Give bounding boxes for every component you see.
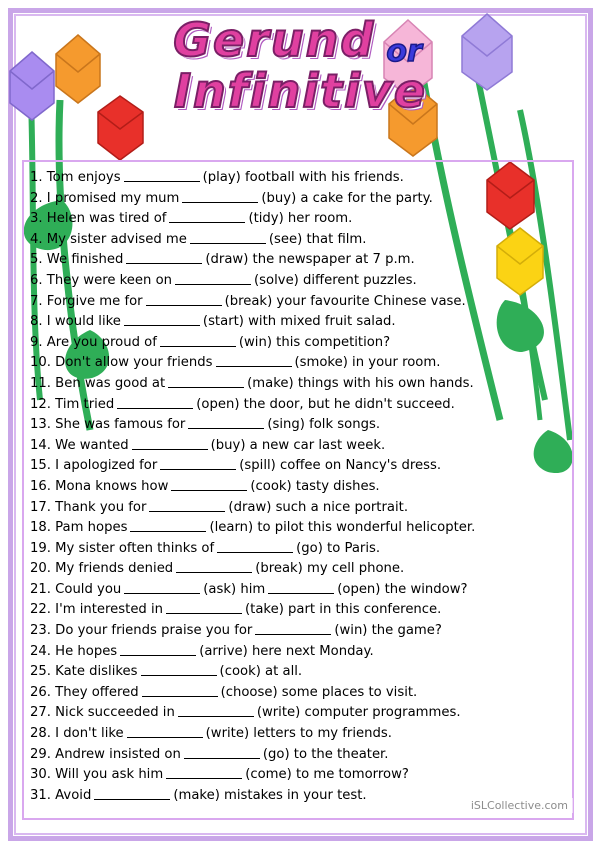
exercise-item	[30, 415, 575, 436]
item-text-before-blank: Helen was tired of	[42, 211, 167, 227]
watermark: iSLCollective.com	[466, 798, 573, 813]
item-text-after-blank: (draw) such a nice portrait.	[228, 499, 409, 515]
item-text-after-blank: (make) things with his own hands.	[247, 375, 474, 391]
item-text-before-blank: Mona knows how	[50, 478, 169, 494]
answer-blank[interactable]	[184, 746, 260, 759]
answer-blank[interactable]	[160, 334, 236, 347]
item-text-before-blank: Don't allow your friends	[50, 355, 213, 371]
item-number: 31.	[30, 787, 51, 803]
item-number: 3.	[30, 211, 43, 227]
item-text-after-blank: (solve) different puzzles.	[254, 272, 417, 288]
item-number: 13.	[30, 417, 51, 433]
item-number: 15.	[30, 458, 51, 474]
exercise-item	[30, 662, 575, 683]
item-text-after-blank: (cook) tasty dishes.	[250, 478, 380, 494]
exercise-item	[30, 395, 575, 416]
item-number: 8.	[30, 314, 43, 330]
answer-blank[interactable]	[182, 190, 258, 203]
answer-blank[interactable]	[255, 622, 331, 635]
exercise-item	[30, 374, 575, 395]
answer-blank[interactable]	[217, 540, 293, 553]
item-text-after-blank: (spill) coffee on Nancy's dress.	[239, 458, 442, 474]
exercise-item	[30, 642, 575, 663]
item-number: 29.	[30, 746, 51, 762]
item-number: 26.	[30, 684, 51, 700]
item-text-tail: (open) the window?	[337, 581, 468, 597]
answer-blank[interactable]	[169, 210, 245, 223]
item-text-before-blank: Ben was good at	[50, 375, 166, 391]
exercise-item	[30, 168, 575, 189]
item-text-before-blank: They were keen on	[42, 272, 173, 288]
item-text-before-blank: He hopes	[50, 643, 118, 659]
tulip-purple-top	[462, 14, 512, 90]
item-text-before-blank: Tom enjoys	[42, 170, 121, 185]
item-text-before-blank: I apologized for	[50, 458, 158, 474]
item-text-after-blank: (go) to Paris.	[296, 540, 381, 556]
answer-blank[interactable]	[94, 787, 170, 800]
exercise-item	[30, 353, 575, 374]
item-text-before-blank: Avoid	[50, 787, 92, 803]
item-number: 23.	[30, 623, 51, 639]
item-number: 19.	[30, 540, 51, 556]
exercise-item	[30, 498, 575, 519]
exercise-item	[30, 312, 575, 333]
item-number: 12.	[30, 396, 51, 412]
item-text-after-blank: (smoke) in your room.	[294, 355, 441, 371]
item-text-before-blank: Nick succeeded in	[50, 705, 175, 721]
exercise-item	[30, 559, 575, 580]
exercise-item	[30, 600, 575, 621]
item-text-before-blank: I promised my mum	[42, 190, 180, 206]
item-number: 30.	[30, 767, 51, 783]
answer-blank[interactable]	[190, 231, 266, 244]
exercise-item	[30, 250, 575, 271]
item-number: 22.	[30, 602, 51, 618]
item-number: 11.	[30, 375, 51, 391]
exercise-item	[30, 209, 575, 230]
tulip-orange-right	[389, 84, 437, 156]
item-text-before-blank: We wanted	[50, 437, 129, 453]
exercise-item	[30, 230, 575, 251]
item-text-before-blank: My friends denied	[50, 561, 174, 577]
exercise-list	[30, 168, 575, 806]
answer-blank[interactable]	[132, 437, 208, 450]
item-text-after-blank: (take) part in this conference.	[245, 602, 442, 618]
answer-blank[interactable]	[166, 601, 242, 614]
item-text-after-blank: (buy) a cake for the party.	[261, 190, 433, 206]
exercise-item	[30, 765, 575, 786]
answer-blank[interactable]	[178, 704, 254, 717]
item-text-after-blank: (write) computer programmes.	[256, 705, 461, 721]
item-number: 21.	[30, 581, 51, 597]
answer-blank[interactable]	[126, 251, 202, 264]
answer-blank[interactable]	[175, 272, 251, 285]
exercise-item	[30, 580, 575, 601]
answer-blank[interactable]	[124, 581, 200, 594]
answer-blank[interactable]	[216, 354, 292, 367]
item-text-after-blank: (learn) to pilot this wonderful helicopter.	[209, 520, 476, 536]
tulip-purple-left	[10, 52, 54, 120]
item-text-before-blank: I would like	[42, 314, 121, 330]
item-text-after-blank: (come) to me tomorrow?	[245, 767, 409, 783]
item-text-before-blank: I'm interested in	[50, 602, 164, 618]
item-text-after-blank: (win) this competition?	[238, 334, 391, 350]
item-text-before-blank: Do your friends praise you for	[50, 623, 253, 639]
exercise-item	[30, 683, 575, 704]
item-number: 17.	[30, 499, 51, 515]
item-text-before-blank: My sister advised me	[42, 231, 187, 247]
tulip-orange-upper-left	[56, 35, 100, 103]
item-text-after-blank: (ask) him	[203, 581, 266, 597]
exercise-item	[30, 518, 575, 539]
exercise-item	[30, 271, 575, 292]
answer-blank[interactable]	[149, 499, 225, 512]
item-text-before-blank: Are you proud of	[42, 334, 157, 350]
title-conjunction: or	[386, 34, 422, 69]
item-number: 14.	[30, 437, 51, 453]
item-text-after-blank: (choose) some places to visit.	[220, 684, 418, 700]
item-text-after-blank: (draw) the newspaper at 7 p.m.	[205, 252, 415, 268]
item-text-before-blank: They offered	[50, 684, 139, 700]
item-number: 24.	[30, 643, 51, 659]
item-number: 20.	[30, 561, 51, 577]
item-text-before-blank: She was famous for	[50, 417, 186, 433]
answer-blank[interactable]	[168, 375, 244, 388]
answer-blank[interactable]	[146, 293, 222, 306]
item-text-after-blank: (write) letters to my friends.	[205, 726, 392, 742]
item-text-after-blank: (arrive) here next Monday.	[199, 643, 374, 659]
item-text-before-blank: Kate dislikes	[50, 664, 138, 680]
item-text-after-blank: (play) football with his friends.	[202, 170, 404, 185]
answer-blank[interactable]	[124, 313, 200, 326]
item-text-after-blank: (buy) a new car last week.	[210, 437, 386, 453]
answer-blank[interactable]	[127, 725, 203, 738]
exercise-item	[30, 724, 575, 745]
exercise-item	[30, 333, 575, 354]
item-number: 25.	[30, 664, 51, 680]
exercise-item	[30, 477, 575, 498]
exercise-item	[30, 292, 575, 313]
item-number: 18.	[30, 520, 51, 536]
exercise-item	[30, 456, 575, 477]
item-text-before-blank: Will you ask him	[50, 767, 164, 783]
answer-blank[interactable]	[124, 169, 200, 182]
item-text-after-blank: (win) the game?	[334, 623, 442, 639]
answer-blank[interactable]	[120, 643, 196, 656]
answer-blank[interactable]	[268, 581, 334, 594]
item-text-after-blank: (open) the door, but he didn't succeed.	[196, 396, 455, 412]
exercise-item	[30, 189, 575, 210]
item-text-before-blank: We finished	[42, 252, 124, 268]
item-text-before-blank: Forgive me for	[42, 293, 143, 309]
answer-blank[interactable]	[160, 457, 236, 470]
answer-blank[interactable]	[166, 766, 242, 779]
item-text-after-blank: (break) your favourite Chinese vase.	[224, 293, 466, 309]
item-text-before-blank: Could you	[50, 581, 122, 597]
item-number: 5.	[30, 252, 43, 268]
item-text-after-blank: (break) my cell phone.	[255, 561, 405, 577]
item-text-before-blank: Thank you for	[50, 499, 147, 515]
answer-blank[interactable]	[141, 663, 217, 676]
item-number: 16.	[30, 478, 51, 494]
exercise-item	[30, 745, 575, 766]
item-text-before-blank: I don't like	[50, 726, 124, 742]
exercise-item	[30, 436, 575, 457]
item-number: 10.	[30, 355, 51, 371]
answer-blank[interactable]	[142, 684, 218, 697]
item-text-after-blank: (tidy) her room.	[248, 211, 353, 227]
item-text-after-blank: (see) that film.	[268, 231, 367, 247]
answer-blank[interactable]	[130, 519, 206, 532]
item-number: 7.	[30, 293, 43, 309]
item-number: 28.	[30, 726, 51, 742]
item-text-after-blank: (go) to the theater.	[262, 746, 389, 762]
exercise-item	[30, 703, 575, 724]
item-text-before-blank: Pam hopes	[50, 520, 128, 536]
item-number: 2.	[30, 190, 43, 206]
item-text-before-blank: Andrew insisted on	[50, 746, 181, 762]
tulip-red-mid	[98, 96, 143, 160]
item-text-before-blank: My sister often thinks of	[50, 540, 215, 556]
answer-blank[interactable]	[117, 396, 193, 409]
item-text-after-blank: (sing) folk songs.	[267, 417, 381, 433]
item-number: 4.	[30, 231, 43, 247]
title-word-gerund: Gerund	[173, 13, 376, 67]
answer-blank[interactable]	[176, 560, 252, 573]
answer-blank[interactable]	[171, 478, 247, 491]
item-number: 9.	[30, 334, 43, 350]
answer-blank[interactable]	[188, 416, 264, 429]
title-word-infinitive: Infinitive	[173, 64, 428, 118]
item-number: 27.	[30, 705, 51, 721]
exercise-item	[30, 539, 575, 560]
item-text-after-blank: (cook) at all.	[219, 664, 303, 680]
item-text-after-blank: (start) with mixed fruit salad.	[202, 314, 396, 330]
exercise-item	[30, 621, 575, 642]
item-text-after-blank: (make) mistakes in your test.	[173, 787, 367, 803]
item-number: 6.	[30, 272, 43, 288]
item-number: 1.	[30, 170, 43, 185]
item-text-before-blank: Tim tried	[50, 396, 115, 412]
